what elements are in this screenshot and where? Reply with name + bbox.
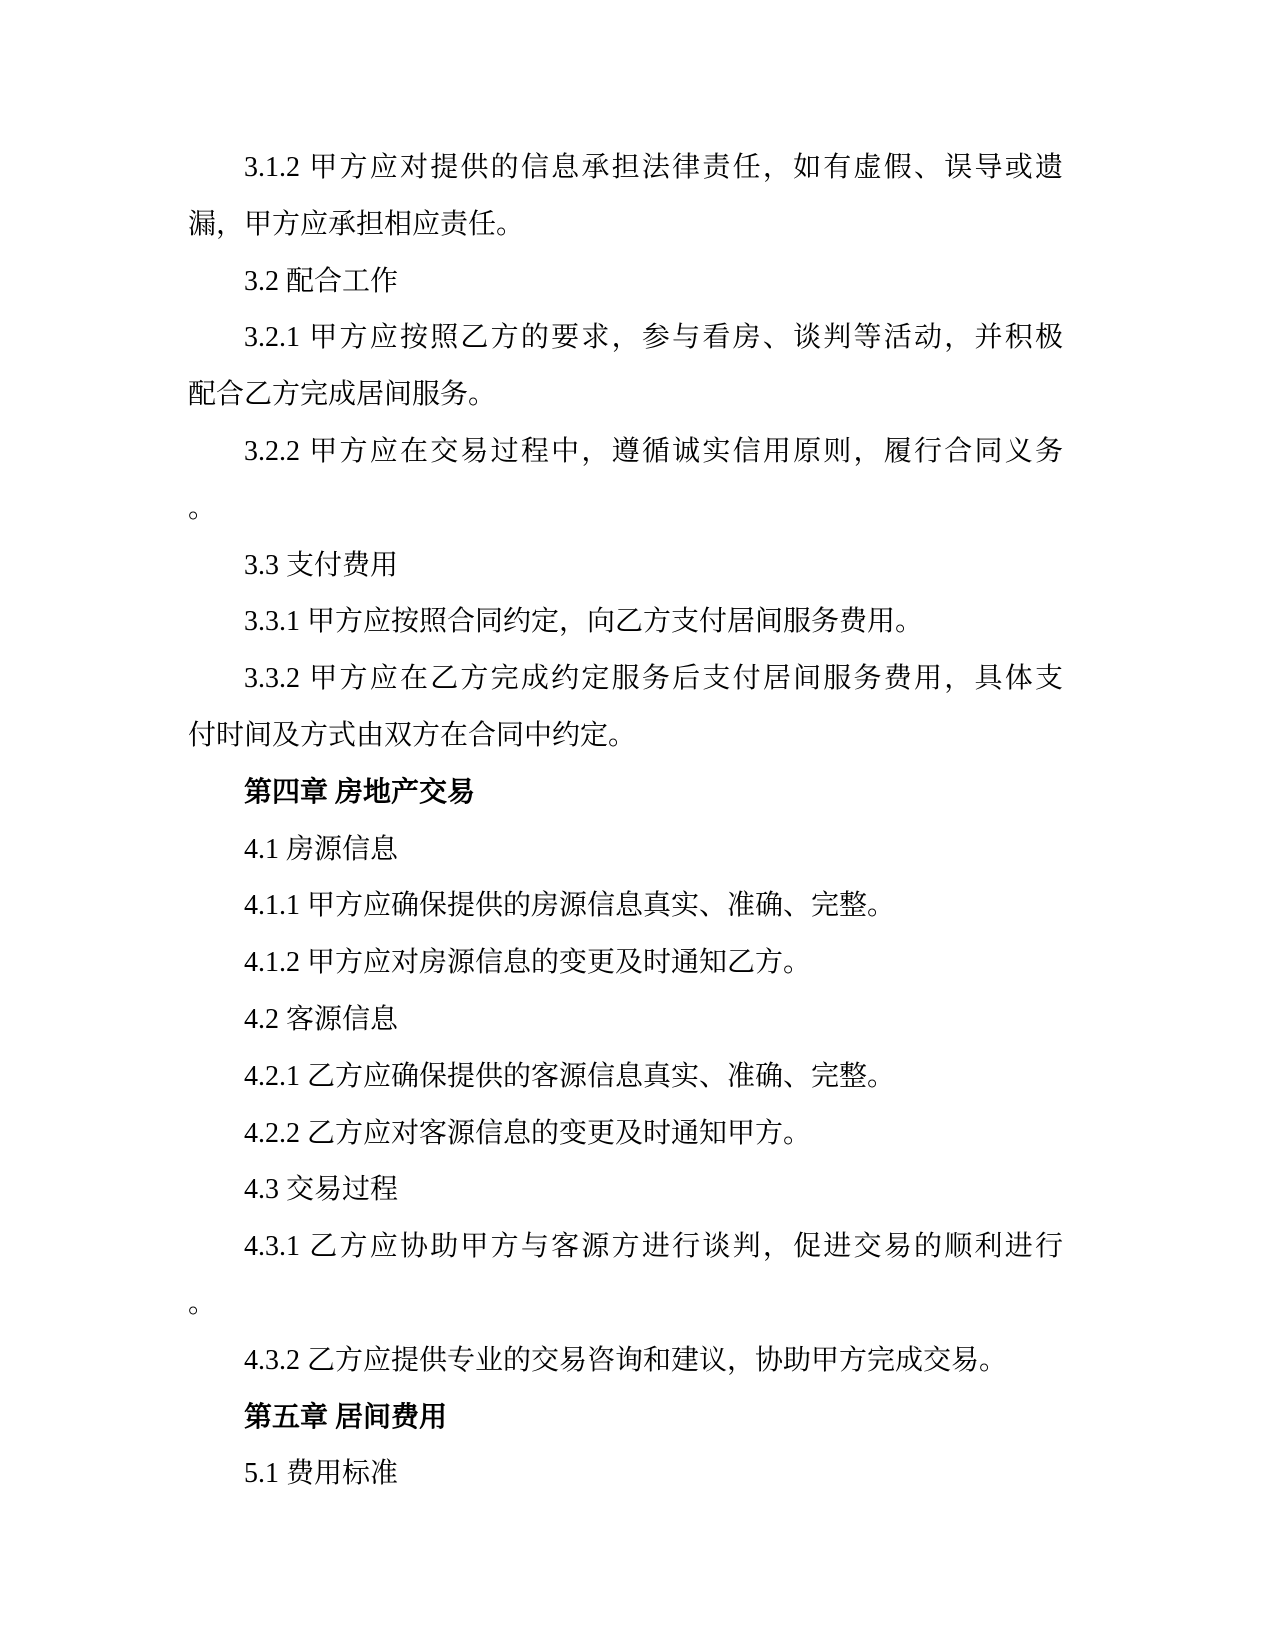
document-line: 4.1.1 甲方应确保提供的房源信息真实、准确、完整。 bbox=[244, 890, 896, 922]
document-line: 4.3.2 乙方应提供专业的交易咨询和建议，协助甲方完成交易。 bbox=[244, 1344, 1008, 1376]
document-line: 漏，甲方应承担相应责任。 bbox=[188, 208, 525, 240]
document-line: 4.2.1 乙方应确保提供的客源信息真实、准确、完整。 bbox=[244, 1060, 896, 1092]
document-line: 3.2.1 甲方应按照乙方的要求，参与看房、谈判等活动，并积极 bbox=[244, 322, 1063, 354]
document-line: 4.2.2 乙方应对客源信息的变更及时通知甲方。 bbox=[244, 1117, 812, 1149]
document-line: 4.3 交易过程 bbox=[244, 1174, 399, 1206]
document-line: 。 bbox=[188, 492, 217, 524]
document-line: 4.1 房源信息 bbox=[244, 833, 399, 865]
page-content bbox=[188, 140, 1063, 1503]
document-line: 4.2 客源信息 bbox=[244, 1003, 399, 1035]
document-line: 3.3 支付费用 bbox=[244, 549, 399, 581]
document-line: 4.1.2 甲方应对房源信息的变更及时通知乙方。 bbox=[244, 947, 812, 979]
document-line: 3.3.2 甲方应在乙方完成约定服务后支付居间服务费用，具体支 bbox=[244, 663, 1063, 695]
chapter-heading: 第四章 房地产交易 bbox=[244, 776, 476, 808]
document-line: 3.3.1 甲方应按照合同约定，向乙方支付居间服务费用。 bbox=[244, 606, 924, 638]
document-line: 4.3.1 乙方应协助甲方与客源方进行谈判，促进交易的顺利进行 bbox=[244, 1231, 1063, 1263]
document-line: 配合乙方完成居间服务。 bbox=[188, 379, 497, 411]
document-line: 付时间及方式由双方在合同中约定。 bbox=[188, 719, 637, 751]
document-line: 3.1.2 甲方应对提供的信息承担法律责任，如有虚假、误导或遗 bbox=[244, 152, 1063, 183]
document-line: 3.2 配合工作 bbox=[244, 265, 399, 297]
chapter-heading: 第五章 居间费用 bbox=[244, 1401, 448, 1433]
document-line: 3.2.2 甲方应在交易过程中，遵循诚实信用原则，履行合同义务 bbox=[244, 435, 1063, 467]
document-line: 。 bbox=[188, 1287, 217, 1319]
document-line: 5.1 费用标准 bbox=[244, 1458, 399, 1490]
